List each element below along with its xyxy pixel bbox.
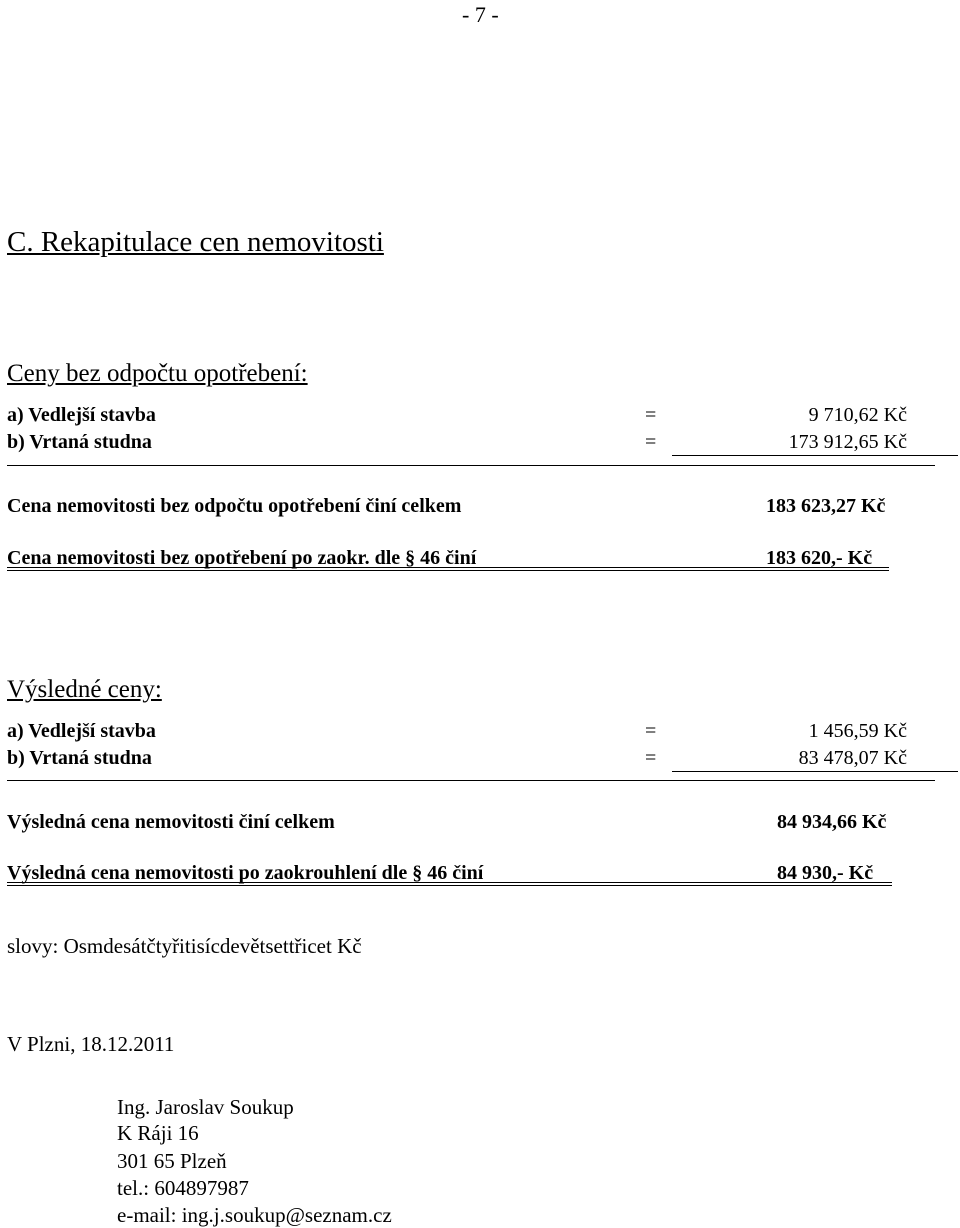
rounded-label: Výsledná cena nemovitosti po zaokrouhlení dle § 46 činí (7, 862, 484, 884)
signature-name: Ing. Jaroslav Soukup (117, 1095, 294, 1119)
equals-sign: = (645, 747, 657, 769)
item-value-well: 83 478,07 Kč (798, 747, 907, 769)
item-value-outbuilding: 9 710,62 Kč (808, 404, 907, 426)
amount-in-words: slovy: Osmdesátčtyřitisícdevětsettřicet Kč (7, 934, 362, 958)
signature-street: K Ráji 16 (117, 1121, 199, 1145)
signature-city: 301 65 Plzeň (117, 1149, 227, 1173)
signature-email: e-mail: ing.j.soukup@seznam.cz (117, 1203, 392, 1227)
item-value-outbuilding: 1 456,59 Kč (808, 720, 907, 742)
sum-line (672, 455, 958, 456)
equals-sign: = (645, 431, 657, 453)
item-label-well: b) Vrtaná studna (7, 747, 152, 769)
item-value-well: 173 912,65 Kč (788, 431, 907, 453)
equals-sign: = (645, 720, 657, 742)
sum-line (672, 771, 958, 772)
item-label-well: b) Vrtaná studna (7, 431, 152, 453)
rounded-label: Cena nemovitosti bez opotřebení po zaokr. dle § 46 činí (7, 547, 477, 569)
rounded-underline-1 (7, 882, 892, 883)
rounded-underline-2 (7, 570, 889, 571)
equals-sign: = (645, 404, 657, 426)
page-title: C. Rekapitulace cen nemovitosti (7, 226, 384, 258)
rounded-value: 84 930,- Kč (777, 862, 874, 884)
total-label: Cena nemovitosti bez odpočtu opotřebení činí celkem (7, 495, 462, 517)
section-heading-before-depreciation: Ceny bez odpočtu opotřebení: (7, 360, 308, 387)
page-number: - 7 - (462, 2, 499, 27)
total-label: Výsledná cena nemovitosti činí celkem (7, 811, 335, 833)
total-value: 183 623,27 Kč (766, 495, 886, 517)
rounded-value: 183 620,- Kč (766, 547, 873, 569)
item-label-outbuilding: a) Vedlejší stavba (7, 404, 156, 426)
item-label-outbuilding: a) Vedlejší stavba (7, 720, 156, 742)
place-date: V Plzni, 18.12.2011 (7, 1032, 175, 1056)
signature-phone: tel.: 604897987 (117, 1176, 249, 1200)
rounded-underline-1 (7, 567, 889, 568)
separator-line (7, 465, 935, 466)
rounded-underline-2 (7, 885, 892, 886)
separator-line (7, 780, 935, 781)
section-heading-final-prices: Výsledné ceny: (7, 676, 162, 703)
total-value: 84 934,66 Kč (777, 811, 887, 833)
